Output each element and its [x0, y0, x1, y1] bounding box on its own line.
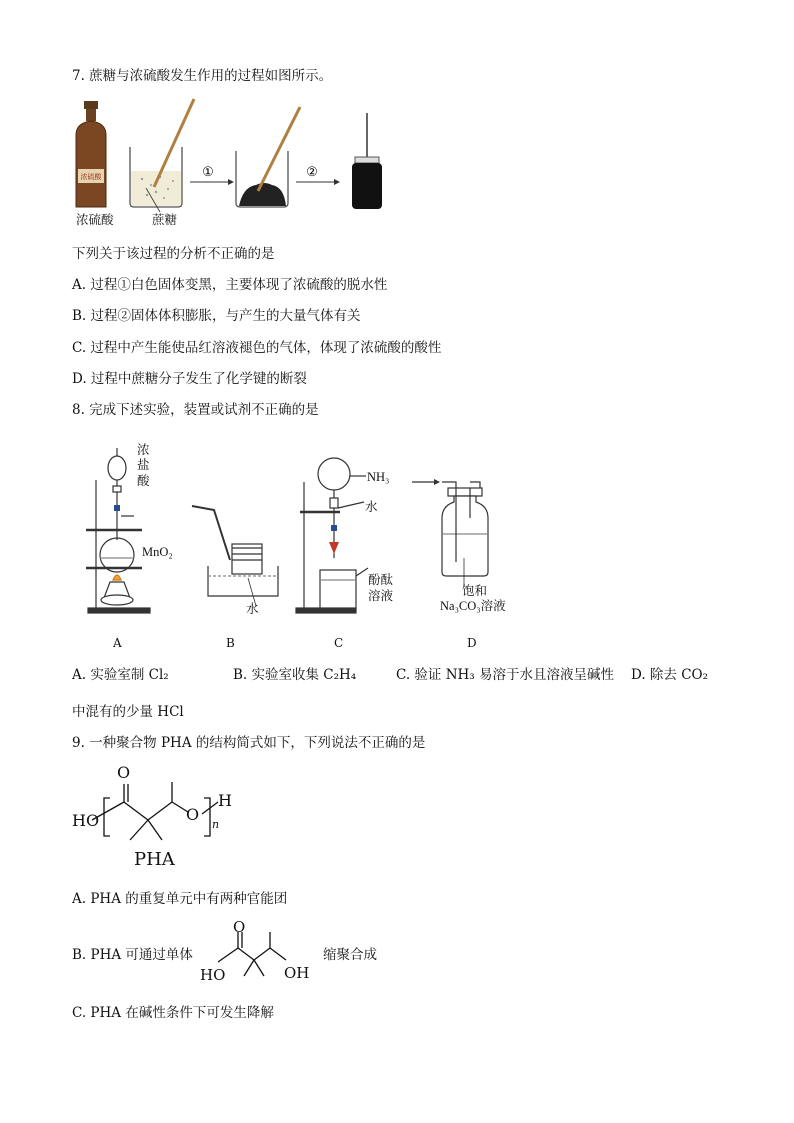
q9-option-c: C. PHA 在碱性条件下可发生降解	[72, 1005, 274, 1021]
q7-option-b: B. 过程②固体体积膨胀，与产生的大量气体有关	[72, 308, 361, 324]
caption-d: D	[467, 636, 477, 650]
q8-option-d-cont: 中混有的少量 HCl	[72, 704, 184, 720]
bottle-label: 浓硫酸	[80, 173, 102, 181]
q9-option-b-pre: B. PHA 可通过单体	[72, 947, 193, 963]
a-acid-label-1: 浓	[137, 442, 150, 457]
q8-stem: 8. 完成下述实验，装置或试剂不正确的是	[72, 402, 319, 418]
acid-label: 浓硫酸	[76, 212, 114, 227]
black-column-icon	[352, 113, 382, 209]
c-phen-label-2: 溶液	[368, 588, 394, 603]
monomer-ho: HO	[200, 966, 226, 984]
q9-stem: 9. 一种聚合物 PHA 的结构简式如下，下列说法不正确的是	[72, 735, 426, 751]
pha-ho: HO	[72, 811, 100, 830]
q7-stem: 7. 蔗糖与浓硫酸发生作用的过程如图所示。	[72, 68, 333, 84]
pha-n: n	[212, 818, 220, 831]
a-acid-label-3: 酸	[137, 473, 150, 488]
q8-option-c: C. 验证 NH₃ 易溶于水且溶液呈碱性	[396, 667, 615, 683]
acid-bottle-icon	[76, 101, 106, 207]
pha-o-top: O	[117, 763, 131, 782]
q8-option-d: D. 除去 CO₂	[631, 667, 709, 683]
caption-b: B	[226, 636, 235, 650]
q7-figure	[68, 95, 398, 230]
pha-o-ring: O	[186, 805, 200, 824]
q7-option-d: D. 过程中蔗糖分子发生了化学键的断裂	[72, 371, 307, 387]
sugar-pointer	[140, 186, 170, 216]
apparatus-b-icon	[192, 506, 278, 606]
monomer-o: O	[233, 918, 246, 936]
step1-label: ①	[202, 165, 214, 180]
d-sat-label: 饱和	[462, 583, 488, 598]
q9-option-b-post: 缩聚合成	[323, 947, 377, 963]
sugar-label: 蔗糖	[152, 212, 178, 227]
a-mno2-label: MnO₂	[142, 545, 173, 559]
c-water-label: 水	[365, 499, 378, 514]
q9-option-a: A. PHA 的重复单元中有两种官能团	[72, 891, 288, 907]
beaker-carbon-icon	[236, 107, 300, 207]
apparatus-c-icon	[296, 458, 368, 613]
q8-option-b: B. 实验室收集 C₂H₄	[233, 667, 357, 683]
monomer-oh: OH	[284, 964, 310, 982]
apparatus-d-icon	[412, 479, 488, 586]
d-soln-label: Na₃CO₃溶液	[440, 599, 506, 613]
caption-c: C	[334, 636, 344, 650]
c-phen-label-1: 酚酞	[368, 572, 394, 587]
a-acid-label-2: 盐	[137, 457, 150, 472]
caption-a: A	[113, 636, 122, 650]
q8-option-a: A. 实验室制 Cl₂	[72, 667, 169, 683]
step2-label: ②	[306, 165, 318, 180]
q7-option-a: A. 过程①白色固体变黑，主要体现了浓硫酸的脱水性	[72, 277, 388, 293]
q7-option-c: C. 过程中产生能使品红溶液褪色的气体，体现了浓硫酸的酸性	[72, 340, 442, 356]
pha-name: PHA	[134, 849, 175, 870]
c-nh3-label: NH₃	[367, 470, 390, 484]
q7-question: 下列关于该过程的分析不正确的是	[72, 246, 275, 262]
pha-h: H	[218, 791, 232, 810]
b-water-label: 水	[246, 601, 259, 616]
